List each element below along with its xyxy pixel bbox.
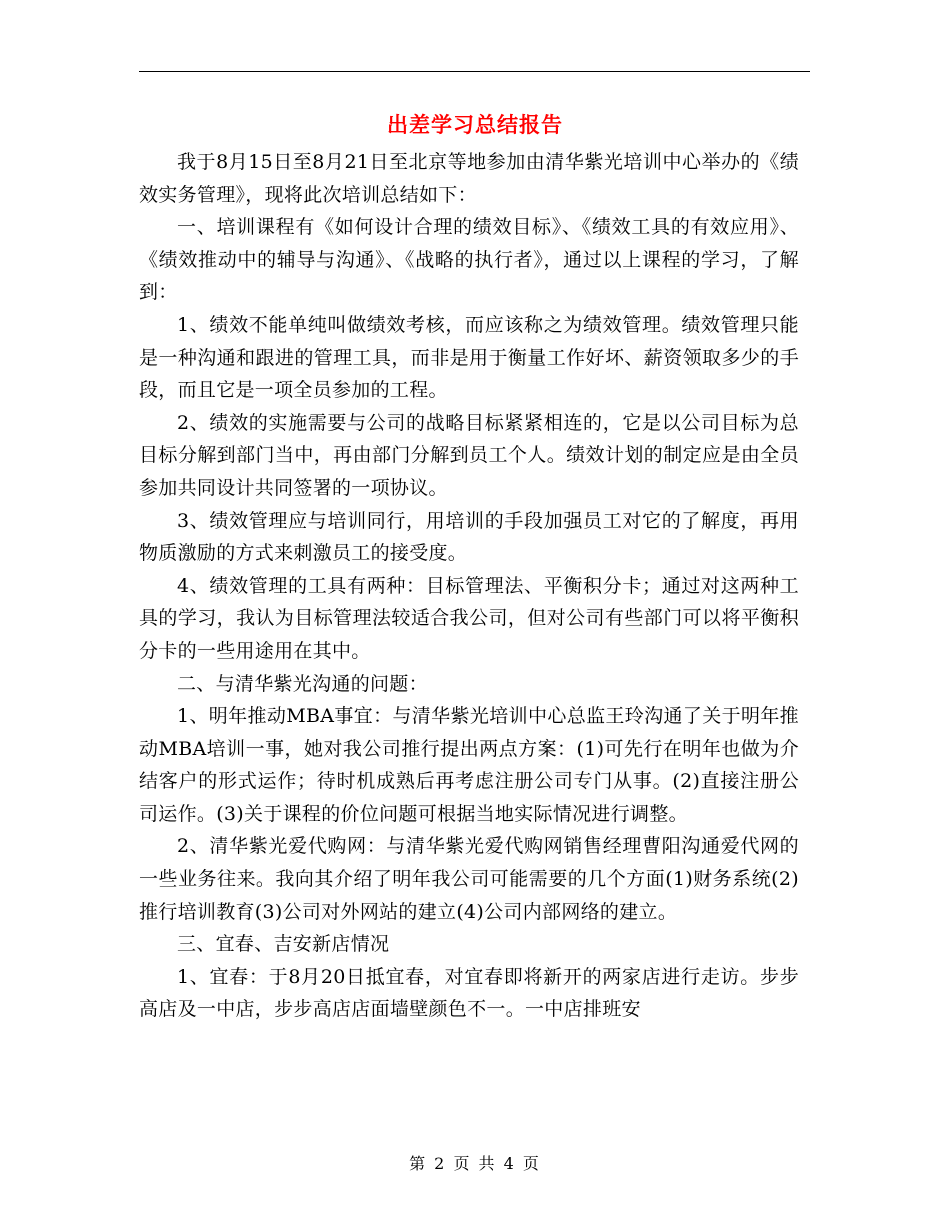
paragraph: 一、培训课程有《如何设计合理的绩效目标》、《绩效工具的有效应用》、《绩效推动中的辅导与沟通》、《战略的执行者》，通过以上课程的学习，了解到： (139, 216, 799, 304)
paragraph: 二、与清华紫光沟通的问题： (177, 672, 428, 695)
paragraph: 我于8月15日至8月21日至北京等地参加由清华紫光培训中心举办的《绩效实务管理》，现将此次培训总结如下： (139, 151, 799, 206)
paragraph: 1、宜春：于8月20日抵宜春，对宜春即将新开的两家店进行走访。步步高店及一中店，步步高店店面墙壁颜色不一。一中店排班安 (139, 965, 799, 1021)
document-title: 出差学习总结报告 (387, 112, 563, 137)
paragraph: 1、明年推动MBA事宜：与清华紫光培训中心总监王玲沟通了关于明年推动MBA培训一事，她对我公司推行提出两点方案：(1)可先行在明年也做为介结客户的形式运作；待时机成熟后再考虑注册公司专门从事。(2)直接注册公司运作。(3)关于课程的价位问题可根据当地实际情况进行调整。 (139, 705, 799, 825)
document-body (139, 146, 799, 1026)
paragraph: 3、绩效管理应与培训同行，用培训的手段加强员工对它的了解度，再用物质激励的方式来刺激员工的接受度。 (139, 509, 799, 565)
paragraph: 2、绩效的实施需要与公司的战略目标紧紧相连的，它是以公司目标为总目标分解到部门当中，再由部门分解到员工个人。绩效计划的制定应是由全员参加共同设计共同签署的一项协议。 (139, 411, 799, 499)
paragraph: 1、绩效不能单纯叫做绩效考核，而应该称之为绩效管理。绩效管理只能是一种沟通和跟进的管理工具，而非是用于衡量工作好坏、薪资领取多少的手段，而且它是一项全员参加的工程。 (139, 313, 799, 402)
paragraph: 2、清华紫光爱代购网：与清华紫光爱代购网销售经理曹阳沟通爱代网的一些业务往来。我向其介绍了明年我公司可能需要的几个方面(1)财务系统(2)推行培训教育(3)公司对外网站的建立(4)公司内部网络的建立。 (139, 835, 799, 923)
paragraph: 三、宜春、吉安新店情况 (177, 933, 390, 956)
paragraph: 4、绩效管理的工具有两种：目标管理法、平衡积分卡；通过对这两种工具的学习，我认为目标管理法较适合我公司，但对公司有些部门可以将平衡积分卡的一些用途用在其中。 (139, 574, 799, 662)
page-number-footer: 第 2 页 共 4 页 (409, 1154, 541, 1173)
header-rule (139, 71, 810, 72)
